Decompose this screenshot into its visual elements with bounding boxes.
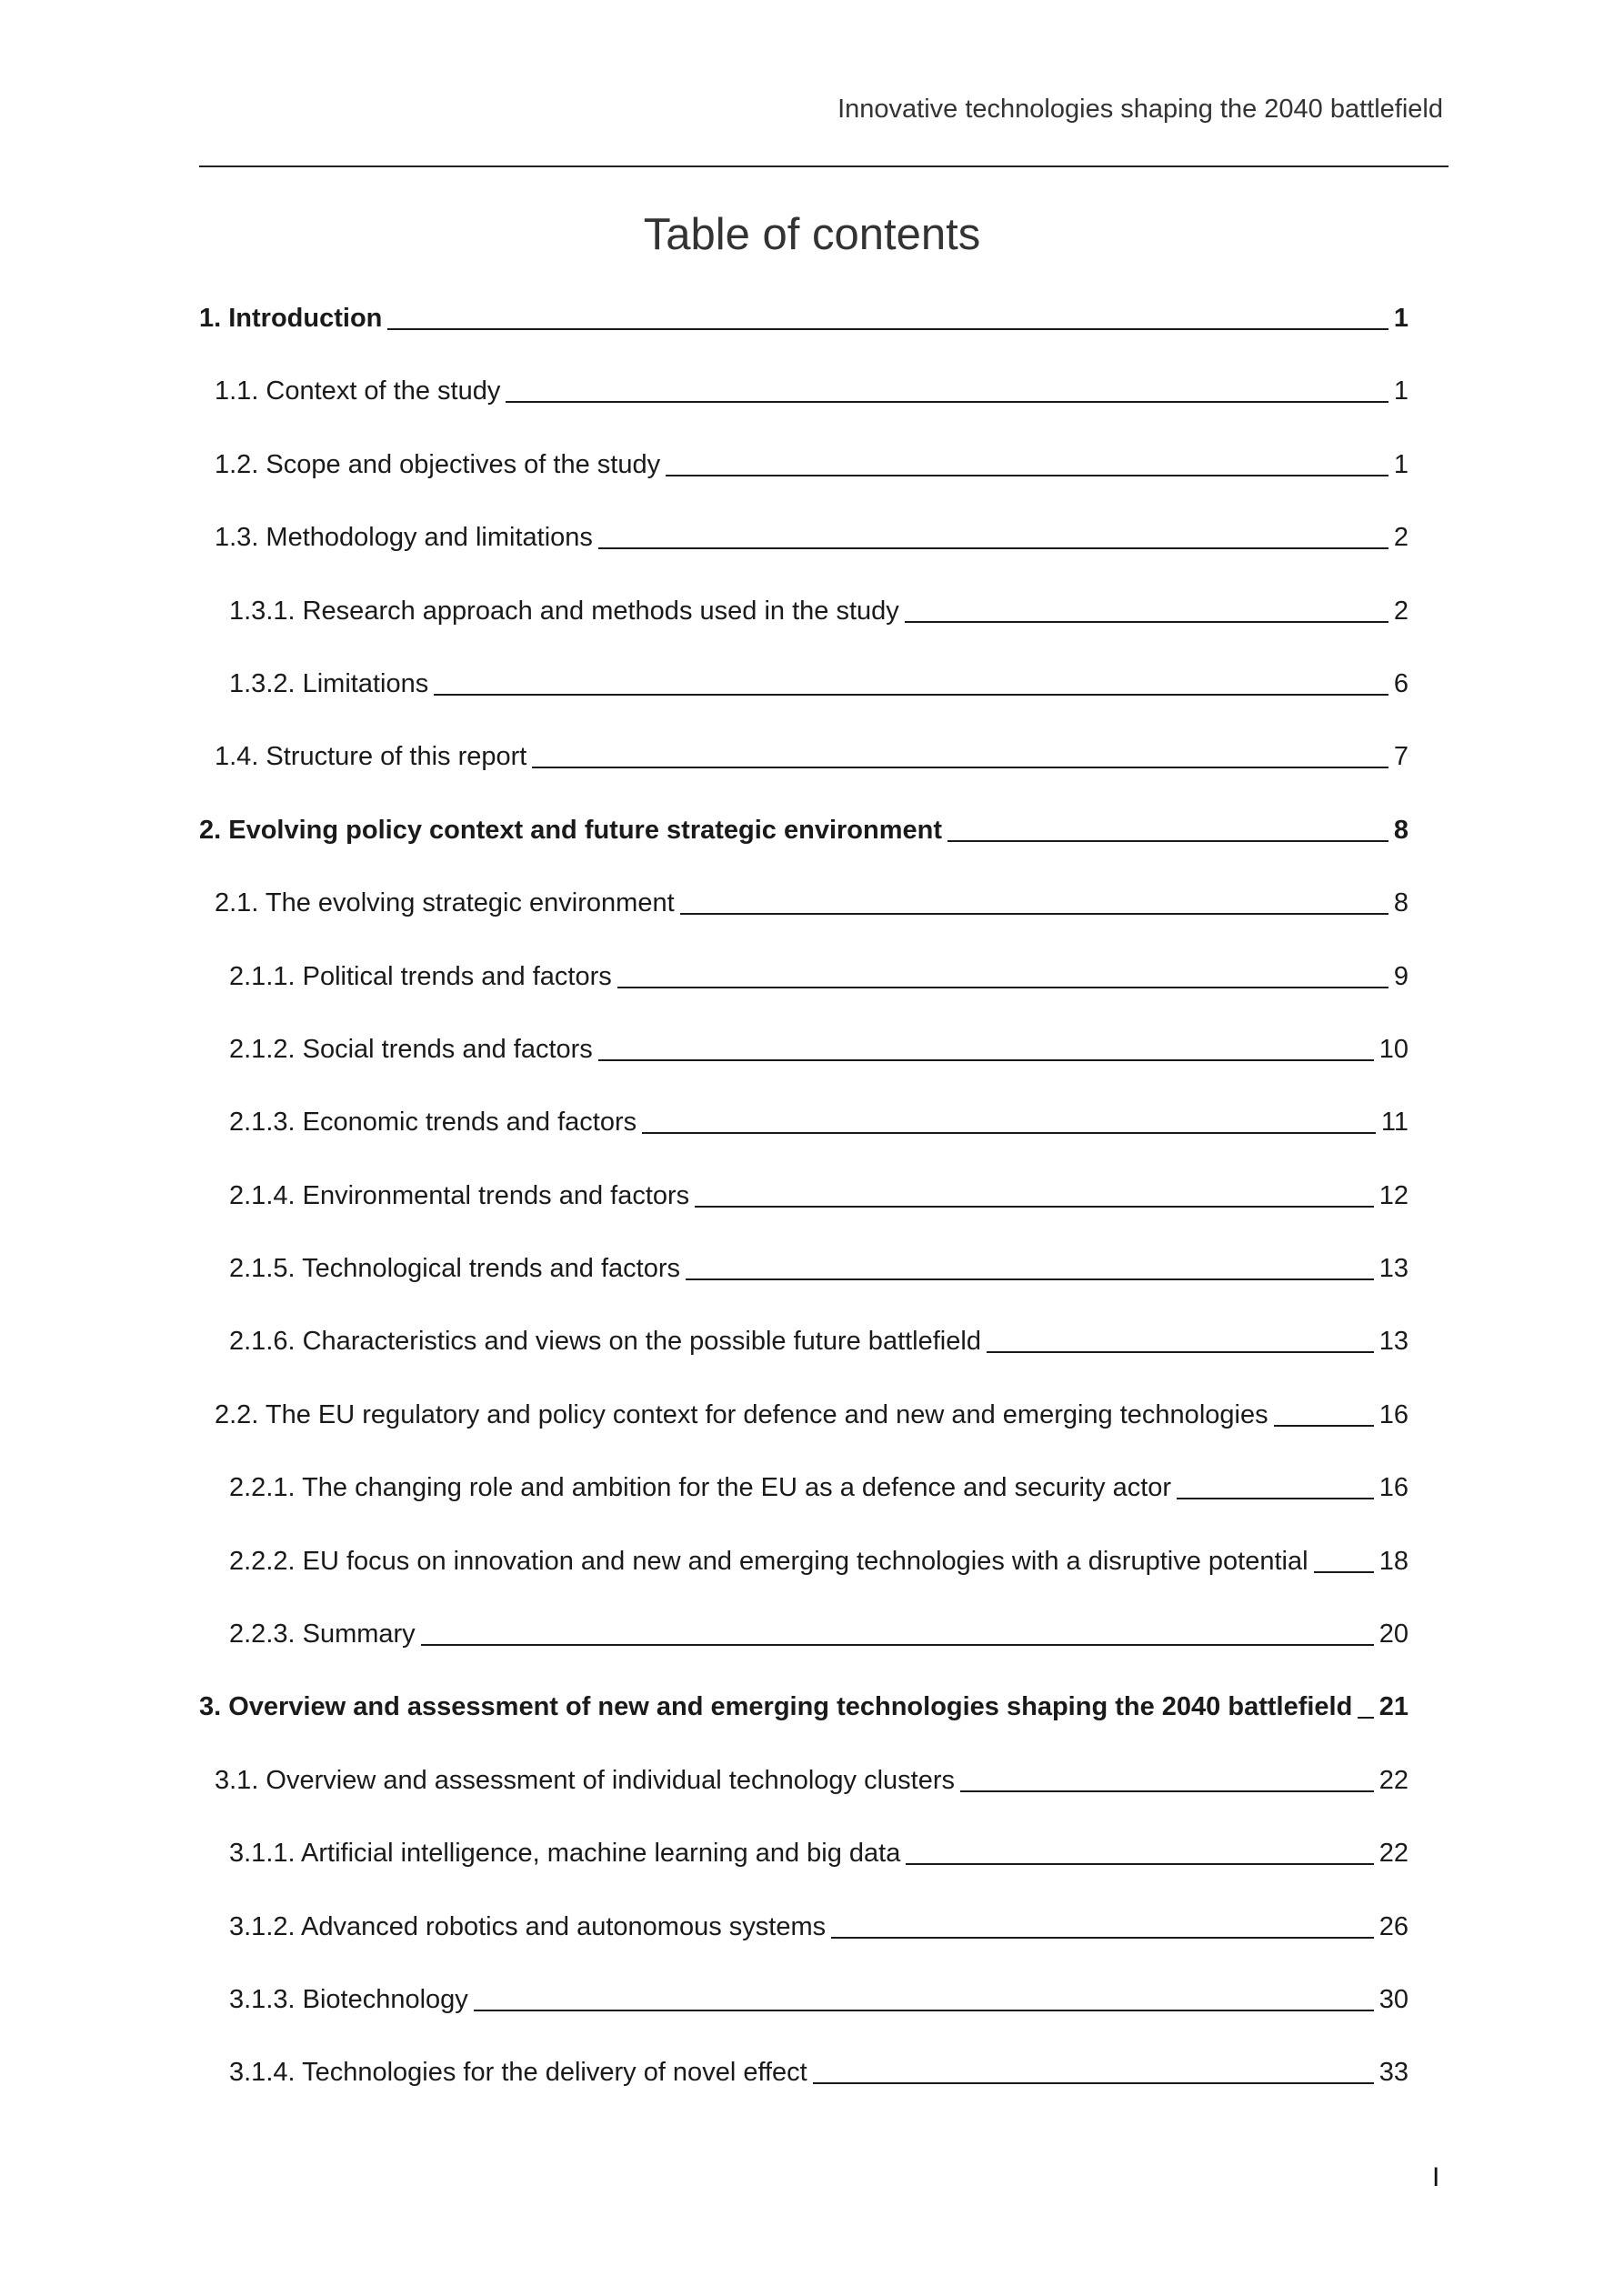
toc-entry[interactable] bbox=[199, 812, 1408, 885]
toc-entry-page: 30 bbox=[1378, 1984, 1408, 2014]
toc-entry-page: 20 bbox=[1378, 1619, 1408, 1649]
toc-entry[interactable] bbox=[199, 1909, 1408, 1981]
toc-entry-label: 2.2.2. EU focus on innovation and new and emerging technologies with a disruptive potential bbox=[229, 1546, 1308, 1576]
toc-entry[interactable] bbox=[199, 373, 1408, 446]
toc-entry[interactable] bbox=[199, 958, 1408, 1031]
toc-leader-line bbox=[960, 1790, 1374, 1792]
toc-entry-page: 18 bbox=[1378, 1546, 1408, 1576]
toc-entry-label: 3.1.3. Biotechnology bbox=[229, 1984, 468, 2014]
toc-entry[interactable] bbox=[199, 593, 1408, 666]
toc-entry-label: 3.1. Overview and assessment of individual technology clusters bbox=[215, 1765, 956, 1795]
toc-entry-page: 1 bbox=[1393, 376, 1408, 406]
header-rule bbox=[199, 165, 1449, 167]
toc-entry-page: 26 bbox=[1378, 1911, 1408, 1941]
toc-entry-page: 8 bbox=[1393, 815, 1408, 845]
toc-entry[interactable] bbox=[199, 1689, 1408, 1761]
toc-leader-line bbox=[642, 1132, 1376, 1134]
toc-leader-line bbox=[434, 694, 1388, 696]
toc-entry[interactable] bbox=[199, 1543, 1408, 1616]
toc-title: Table of contents bbox=[643, 210, 981, 259]
running-header: Innovative technologies shaping the 2040 battlefield bbox=[837, 95, 1443, 124]
toc-leader-line bbox=[598, 547, 1388, 549]
toc-entry[interactable] bbox=[199, 1835, 1408, 1908]
toc-leader-line bbox=[686, 1278, 1374, 1280]
toc-leader-line bbox=[905, 621, 1388, 623]
toc-entry-label: 3.1.2. Advanced robotics and autonomous systems bbox=[229, 1911, 827, 1941]
toc-entry-label: 1.3.1. Research approach and methods used in the study bbox=[229, 596, 899, 626]
toc-entry[interactable] bbox=[199, 1031, 1408, 1104]
toc-leader-line bbox=[532, 767, 1388, 768]
toc-entry-page: 1 bbox=[1393, 304, 1408, 333]
toc-entry-page: 33 bbox=[1378, 2058, 1408, 2088]
toc-entry[interactable] bbox=[199, 1762, 1408, 1835]
toc-entry[interactable] bbox=[199, 666, 1408, 738]
toc-entry-label: 2.1.6. Characteristics and views on the possible future battlefield bbox=[229, 1327, 981, 1357]
toc-leader-line bbox=[666, 475, 1388, 476]
toc-leader-line bbox=[1358, 1717, 1373, 1719]
toc-entry-label: 2.1.1. Political trends and factors bbox=[229, 961, 612, 991]
toc-entry-label: 1.2. Scope and objectives of the study bbox=[215, 449, 661, 479]
toc-entry-page: 13 bbox=[1378, 1254, 1408, 1284]
toc-entry[interactable] bbox=[199, 1104, 1408, 1177]
toc-entry-page: 1 bbox=[1393, 449, 1408, 479]
toc-leader-line bbox=[421, 1644, 1374, 1646]
toc-entry-label: 3. Overview and assessment of new and emerging technologies shaping the 2040 battlefield bbox=[199, 1692, 1353, 1722]
toc-leader-line bbox=[947, 840, 1388, 842]
toc-entry-label: 2.2.1. The changing role and ambition for the EU as a defence and security actor bbox=[229, 1473, 1172, 1503]
toc-entry-label: 2.2. The EU regulatory and policy context for defence and new and emerging technologies bbox=[215, 1399, 1268, 1429]
toc-entry-page: 6 bbox=[1393, 668, 1408, 698]
toc-entry[interactable] bbox=[199, 1616, 1408, 1689]
toc-entry-label: 2.1.2. Social trends and factors bbox=[229, 1034, 593, 1064]
toc-leader-line bbox=[387, 328, 1388, 330]
toc-entry-page: 22 bbox=[1378, 1765, 1408, 1795]
toc-entry-page: 16 bbox=[1378, 1473, 1408, 1503]
toc-entry-label: 3.1.1. Artificial intelligence, machine learning and big data bbox=[229, 1839, 901, 1869]
toc-leader-line bbox=[831, 1937, 1374, 1939]
toc-entry[interactable] bbox=[199, 1397, 1408, 1469]
toc-entry[interactable] bbox=[199, 1323, 1408, 1396]
toc-entry[interactable] bbox=[199, 519, 1408, 592]
toc-leader-line bbox=[598, 1059, 1374, 1061]
toc-entry-page: 11 bbox=[1380, 1108, 1408, 1138]
toc-entry-label: 1. Introduction bbox=[199, 304, 383, 333]
toc-entry-label: 1.3.2. Limitations bbox=[229, 668, 429, 698]
toc-entry-page: 2 bbox=[1393, 596, 1408, 626]
toc-entry[interactable] bbox=[199, 1981, 1408, 2054]
toc-entry-label: 2.1. The evolving strategic environment bbox=[215, 888, 675, 918]
toc-entry-label: 1.1. Context of the study bbox=[215, 376, 501, 406]
page-number: I bbox=[1432, 2162, 1440, 2192]
toc-entry-page: 16 bbox=[1378, 1399, 1408, 1429]
toc-entry-label: 2.2.3. Summary bbox=[229, 1619, 416, 1649]
toc-entry[interactable] bbox=[199, 1469, 1408, 1542]
toc-leader-line bbox=[1314, 1571, 1374, 1573]
toc-entry[interactable] bbox=[199, 1178, 1408, 1250]
toc-entry-page: 2 bbox=[1393, 523, 1408, 553]
toc-entry-page: 9 bbox=[1393, 961, 1408, 991]
toc-entry-page: 12 bbox=[1378, 1180, 1408, 1210]
toc-leader-line bbox=[506, 401, 1388, 403]
toc-entry-label: 2. Evolving policy context and future strategic environment bbox=[199, 815, 942, 845]
toc-leader-line bbox=[987, 1351, 1374, 1353]
toc-leader-line bbox=[1177, 1498, 1374, 1499]
toc-entry-page: 13 bbox=[1378, 1327, 1408, 1357]
toc-entry-page: 21 bbox=[1378, 1692, 1408, 1722]
toc-entry[interactable] bbox=[199, 446, 1408, 519]
toc-entry-label: 2.1.3. Economic trends and factors bbox=[229, 1108, 637, 1138]
toc-entry[interactable] bbox=[199, 2054, 1408, 2127]
toc-leader-line bbox=[1274, 1425, 1374, 1427]
toc-entry-page: 8 bbox=[1393, 888, 1408, 918]
toc-leader-line bbox=[474, 2010, 1374, 2011]
toc-entry-page: 22 bbox=[1378, 1839, 1408, 1869]
toc-leader-line bbox=[813, 2082, 1374, 2084]
toc-entry-label: 2.1.5. Technological trends and factors bbox=[229, 1254, 681, 1284]
toc-leader-line bbox=[617, 987, 1388, 988]
toc-leader-line bbox=[680, 913, 1388, 915]
toc-entry[interactable] bbox=[199, 1250, 1408, 1323]
toc-entry[interactable] bbox=[199, 300, 1408, 373]
toc-leader-line bbox=[906, 1863, 1373, 1865]
toc-entry-page: 10 bbox=[1378, 1034, 1408, 1064]
toc-list bbox=[199, 300, 1408, 2128]
toc-entry-label: 3.1.4. Technologies for the delivery of novel effect bbox=[229, 2058, 807, 2088]
toc-entry[interactable] bbox=[199, 738, 1408, 811]
toc-entry[interactable] bbox=[199, 885, 1408, 958]
toc-entry-label: 1.4. Structure of this report bbox=[215, 742, 527, 772]
toc-leader-line bbox=[695, 1206, 1374, 1208]
toc-entry-page: 7 bbox=[1393, 742, 1408, 772]
toc-entry-label: 1.3. Methodology and limitations bbox=[215, 523, 593, 553]
toc-entry-label: 2.1.4. Environmental trends and factors bbox=[229, 1180, 690, 1210]
